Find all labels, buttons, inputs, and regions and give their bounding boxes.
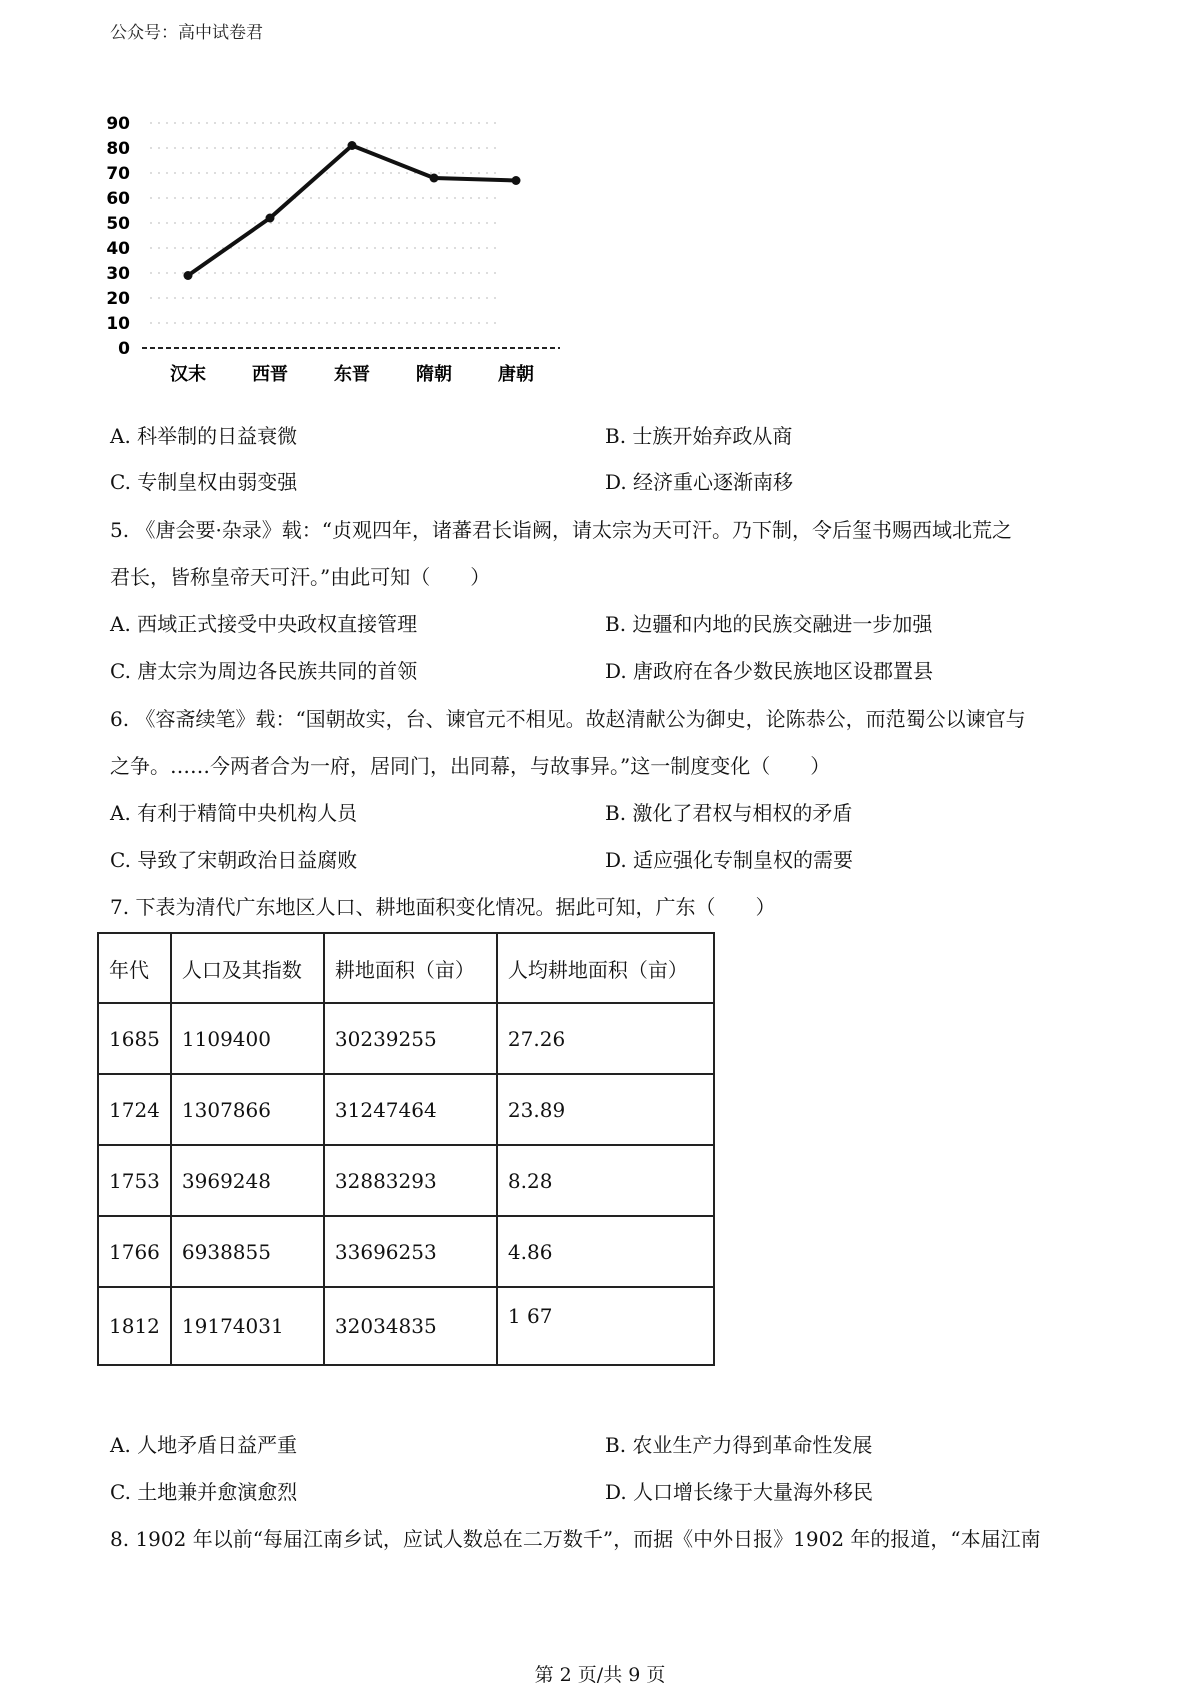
table-cell: 1109400 (171, 1003, 324, 1074)
x-tick-label: 西晋 (252, 364, 288, 385)
x-tick-label: 唐朝 (498, 364, 534, 385)
q5-option-b: B. 边疆和内地的民族交融进一步加强 (605, 612, 933, 636)
table-cell: 3969248 (171, 1145, 324, 1216)
y-tick-label: 0 (118, 339, 130, 359)
y-tick-label: 50 (106, 214, 130, 234)
table-cell: 8.28 (497, 1145, 714, 1216)
x-tick-labels (170, 363, 534, 385)
table-cell: 27.26 (497, 1003, 714, 1074)
table-cell: 4.86 (497, 1216, 714, 1287)
data-points (184, 141, 521, 280)
table-row (98, 1145, 714, 1216)
q7-option-d: D. 人口增长缘于大量海外移民 (605, 1480, 874, 1504)
table-cell: 1724 (98, 1074, 171, 1145)
table-row (98, 1216, 714, 1287)
q5-option-a: A. 西域正式接受中央政权直接管理 (110, 612, 418, 636)
table-cell: 1 67 (497, 1287, 714, 1365)
table-cell: 23.89 (497, 1074, 714, 1145)
data-point (512, 176, 521, 185)
data-point (266, 214, 275, 223)
table-cell: 33696253 (324, 1216, 497, 1287)
table-cell: 1812 (98, 1287, 171, 1365)
x-tick-label: 汉末 (170, 364, 206, 385)
data-point (184, 271, 193, 280)
table-header-cell: 人均耕地面积（亩） (497, 933, 714, 1003)
q8-stem-line1: 8. 1902 年以前“每届江南乡试，应试人数总在二万数千”，而据《中外日报》1902 年的报道，“本届江南 (110, 1527, 1041, 1551)
q7-option-b: B. 农业生产力得到革命性发展 (605, 1433, 873, 1457)
table-cell: 30239255 (324, 1003, 497, 1074)
q4-option-a: A. 科举制的日益衰微 (110, 424, 298, 448)
table-header-row (98, 933, 714, 1003)
x-tick-label: 东晋 (334, 364, 370, 385)
table-cell: 1753 (98, 1145, 171, 1216)
table-cell: 1307866 (171, 1074, 324, 1145)
table-cell: 19174031 (171, 1287, 324, 1365)
q7-option-c: C. 土地兼并愈演愈烈 (110, 1480, 298, 1504)
page-footer: 第 2 页/共 9 页 (534, 1664, 666, 1686)
y-tick-label: 80 (106, 139, 130, 159)
y-tick-labels (106, 114, 130, 359)
q7-option-a: A. 人地矛盾日益严重 (110, 1433, 298, 1457)
y-tick-label: 20 (106, 289, 130, 309)
header-text: 公众号：高中试卷君 (110, 23, 263, 43)
table-row (98, 1287, 714, 1365)
table-cell: 6938855 (171, 1216, 324, 1287)
table-cell: 1685 (98, 1003, 171, 1074)
table-cell: 32034835 (324, 1287, 497, 1365)
y-tick-label: 70 (106, 164, 130, 184)
table-header-cell: 年代 (98, 933, 171, 1003)
q5-stem-line1: 5. 《唐会要·杂录》载：“贞观四年，诸蕃君长诣阙，请太宗为天可汗。乃下制，令后玺书赐西域北荒之 (110, 518, 1013, 542)
q6-option-c: C. 导致了宋朝政治日益腐败 (110, 848, 358, 872)
table-row (98, 1074, 714, 1145)
table-cell: 32883293 (324, 1145, 497, 1216)
x-tick-label: 隋朝 (416, 364, 452, 385)
population-table (97, 932, 715, 1366)
q5-stem-line2: 君长，皆称皇帝天可汗。”由此可知（ ） (110, 565, 491, 589)
q4-option-b: B. 士族开始弃政从商 (605, 424, 793, 448)
q4-option-c: C. 专制皇权由弱变强 (110, 470, 298, 494)
q6-option-a: A. 有利于精简中央机构人员 (110, 801, 358, 825)
q6-option-d: D. 适应强化专制皇权的需要 (605, 848, 854, 872)
table-cell: 1766 (98, 1216, 171, 1287)
y-tick-label: 40 (106, 239, 130, 259)
q5-option-c: C. 唐太宗为周边各民族共同的首领 (110, 659, 418, 683)
y-tick-label: 60 (106, 189, 130, 209)
q7-stem: 7. 下表为清代广东地区人口、耕地面积变化情况。据此可知，广东（ ） (110, 895, 776, 919)
chart-grid (150, 123, 500, 323)
q4-option-d: D. 经济重心逐渐南移 (605, 470, 794, 494)
y-tick-label: 30 (106, 264, 130, 284)
q6-stem-line2: 之争。……今两者合为一府，居同门，出同幕，与故事异。”这一制度变化（ ） (110, 754, 831, 778)
table-header-cell: 耕地面积（亩） (324, 933, 497, 1003)
q5-option-d: D. 唐政府在各少数民族地区设郡置县 (605, 659, 934, 683)
q6-stem-line1: 6. 《容斋续笔》载：“国朝故实，台、谏官元不相见。故赵清献公为御史，论陈恭公，而范蜀公以谏官与 (110, 707, 1026, 731)
table-row (98, 1003, 714, 1074)
y-tick-label: 10 (106, 314, 130, 334)
y-tick-label: 90 (106, 114, 130, 134)
q6-option-b: B. 激化了君权与相权的矛盾 (605, 801, 853, 825)
line-chart (106, 108, 580, 388)
table-header-cell: 人口及其指数 (171, 933, 324, 1003)
table-cell: 31247464 (324, 1074, 497, 1145)
series-line (188, 146, 516, 276)
data-point (348, 141, 357, 150)
data-point (430, 174, 439, 183)
